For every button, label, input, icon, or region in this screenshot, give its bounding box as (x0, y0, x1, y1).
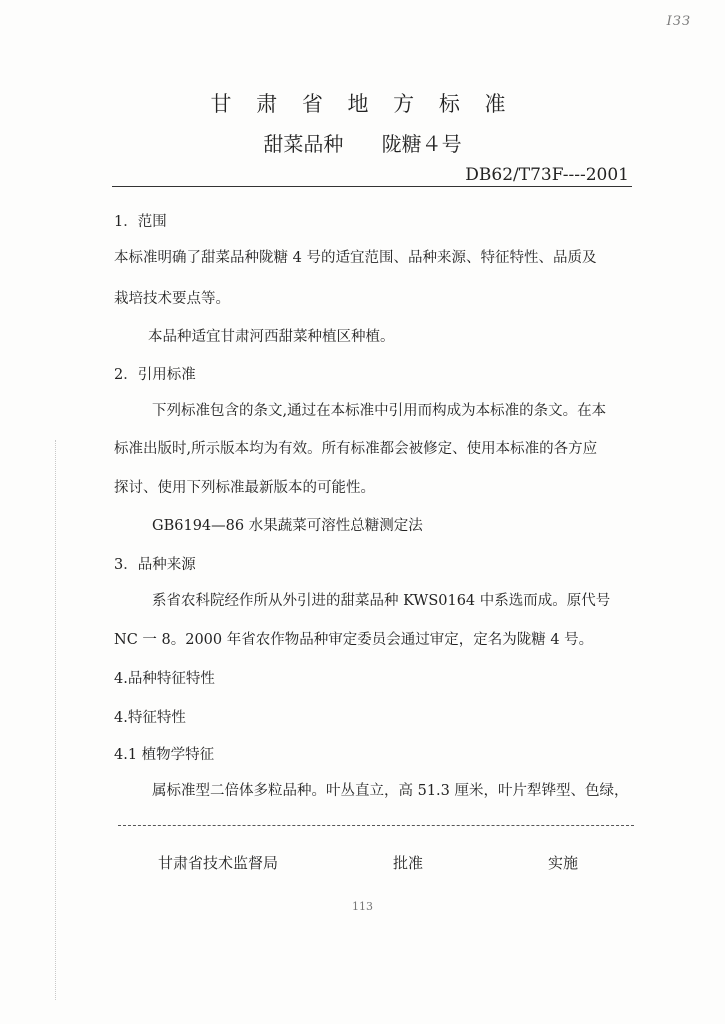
section-4-1-paragraph: 属标准型二倍体多粒品种。叶丛直立，高 51.3 厘米，叶片犁铧型、色绿， (152, 783, 629, 799)
section-4-subheading: 4.特征特性 (114, 710, 186, 726)
page-number: 113 (352, 900, 373, 913)
section-1-paragraph-line: 本标准明确了甜菜品种陇糖 4 号的适宜范围、品种来源、特征特性、品质及 (114, 250, 597, 266)
section-3-paragraph-line: NC 一 8。2000 年省农作物品种审定委员会通过审定，定名为陇糖 4 号。 (114, 632, 594, 648)
section-3-heading: 3．品种来源 (114, 557, 196, 573)
document-subtitle: 甜菜品种 陇糖４号 (263, 132, 462, 156)
footer-approve: 批准 (393, 854, 424, 872)
footer-divider (118, 825, 634, 826)
section-2-heading: 2．引用标准 (114, 367, 196, 383)
section-2-paragraph-line: 探讨、使用下列标准最新版本的可能性。 (114, 480, 375, 496)
section-1-paragraph-line: 栽培技术要点等。 (114, 291, 230, 307)
footer-implement: 实施 (548, 854, 579, 872)
footer-issuer: 甘肃省技术监督局 (158, 854, 279, 872)
section-4-heading: 4.品种特征特性 (114, 671, 215, 687)
section-4-1-heading: 4.1 植物学特征 (114, 747, 215, 763)
section-2-paragraph-line: 标准出版时,所示版本均为有效。所有标准都会被修定、使用本标准的各方应 (114, 441, 598, 457)
section-2-paragraph-line: 下列标准包含的条文,通过在本标准中引用而构成为本标准的条文。在本 (152, 403, 607, 419)
header-divider (112, 186, 632, 187)
section-3-paragraph-line: 系省农科院经作所从外引进的甜菜品种 KWS0164 中系选而成。原代号 (152, 593, 611, 609)
section-2-reference: GB6194—86 水果蔬菜可溶性总糖测定法 (152, 518, 423, 534)
corner-handwritten-mark: IЗЗ (666, 14, 691, 29)
document-title: 甘 肃 省 地 方 标 准 (210, 92, 515, 116)
section-1-paragraph-2: 本品种适宜甘肃河西甜菜种植区种植。 (148, 329, 395, 345)
section-1-heading: 1．范围 (114, 214, 167, 230)
scan-edge-artifact (55, 440, 57, 1000)
standard-code: DB62/T73F----2001 (465, 165, 629, 185)
